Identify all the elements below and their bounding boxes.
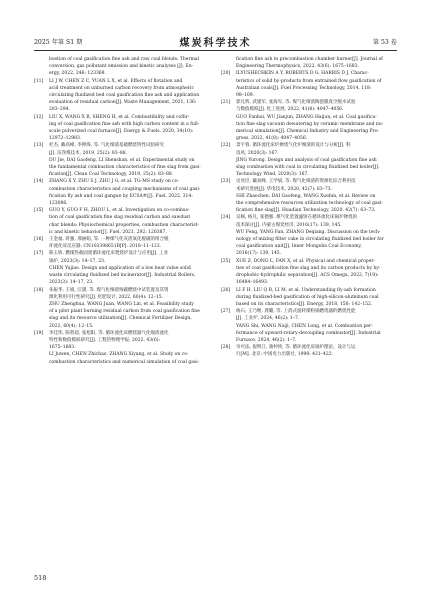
reference-line: nology of mixing filter cake in circulating fluidized bed boiler for	[236, 237, 384, 243]
reference-line: XUE Z, DONG L, FAN X, et al. Physical and chemical proper-	[236, 258, 376, 264]
reference-line: the comprehensive resources utilization technology of coal gasi-	[236, 201, 383, 207]
reference-line: 特性和数值模拟研究[J]. 工程热物理学报, 2022, 43(6):	[49, 337, 160, 343]
reference-line: LI Juwen, CHEN Zhichao, ZHANG Xiyang, et al. Study on co-	[49, 352, 189, 358]
reference-line: 朱振华, 王娟, 汪潇, 等. 煤气化细渣残碳燃烧中试装置及其资	[49, 287, 169, 293]
reference-text	[236, 287, 397, 309]
reference-entry	[34, 287, 210, 330]
reference-line: 123086.	[49, 201, 68, 207]
reference-line: WU Feng, YANG Fan, ZHANG Deqiang. Discussion on the tech-	[236, 229, 381, 235]
reference-line: LIU X, WANG X B, SHENG H, et al. Combustibility and coflir-	[49, 114, 190, 120]
volume-label: 第 53 卷	[372, 39, 397, 46]
reference-number: [18]	[34, 287, 44, 293]
reference-entry	[221, 99, 397, 142]
reference-entry	[221, 70, 397, 99]
running-header	[34, 36, 397, 48]
reference-text	[236, 308, 397, 344]
reference-line: ILYUSHECHKIN A Y, ROBERTS D G, HARRIS D J. Charac-	[236, 71, 369, 77]
reference-line: Furnace, 2024, 46(2): 1–7.	[236, 337, 297, 343]
reference-line: ic and kinetic behavior[J]. Fuel, 2021, 292: 120387.	[49, 229, 167, 235]
reference-number: [24]	[221, 215, 231, 221]
reference-text	[49, 78, 210, 114]
reference-entry	[34, 207, 210, 236]
reference-text	[49, 56, 210, 78]
reference-entry	[221, 258, 397, 287]
reference-number: [15]	[34, 208, 44, 214]
reference-text	[236, 344, 397, 358]
reference-line: ZHU Zhenghua, WANG Juan, WANG Lin, et al. Feasibility study	[49, 301, 194, 307]
reference-line: CHEN Yujiao. Design and application of a low heat value solid	[49, 265, 191, 271]
reference-text	[49, 250, 210, 286]
reference-entry	[221, 214, 397, 257]
reference-number: [21]	[221, 100, 231, 106]
reference-line: 源化利用可行性研究[J]. 化肥设计, 2022, 60(4): 12–15.	[49, 294, 164, 300]
reference-number: [13]	[34, 143, 44, 149]
reference-number: [11]	[34, 78, 44, 84]
reference-number: [16]	[34, 237, 44, 243]
reference-number: [14]	[34, 179, 44, 185]
reference-line: fication fine ash in precombustion chamber burner[J]. Journal of	[236, 57, 383, 62]
reference-entry	[34, 78, 210, 114]
reference-line: Australian coals[J]. Fuel Processing Technology, 2014, 118:	[236, 85, 372, 91]
reference-line: 12972–12983.	[49, 136, 82, 142]
reference-line: combustion characteristics and coupling mechanisms of coal gasi-	[49, 186, 201, 192]
reference-line: circulating fluidized bed coal gasification fine ash and application	[49, 93, 200, 99]
reference-line: 技术探讨[J]. 内蒙古煤炭经济, 2016(17): 139, 145.	[236, 222, 342, 228]
reference-entry	[221, 56, 397, 70]
reference-line: Technology Wind, 2020(3): 167.	[236, 172, 309, 178]
reference-entry	[34, 114, 210, 143]
reference-text	[49, 287, 210, 330]
reference-line: tion fine slag vacuum dewatering by ceramic membrane and nu-	[236, 121, 384, 127]
reference-line: SHI Zhaochen, DAI Gaofeng, WANG Xuebin, et al. Review on	[236, 193, 376, 199]
reference-text	[49, 142, 210, 178]
reference-line: combustion characteristics and numerical simulation of coal gasi-	[49, 359, 200, 365]
reference-line: ing of coal gasification fine ash with high carbon content in a full-	[49, 121, 200, 127]
reference-text	[236, 258, 397, 287]
reference-entry	[34, 330, 210, 366]
reference-line: 与数值模拟[J]. 化工进展, 2022, 41(8): 4047–4056.	[236, 107, 344, 113]
left-column	[34, 56, 210, 576]
reference-line: coal gasification unit[J]. Inner Mongolia Coal Economy,	[236, 244, 362, 250]
reference-line: 王金福, 蒋强, 邢丽娟, 等. 一种煤气化灰渣氧化脱碳的组合脱	[49, 237, 169, 243]
reference-text	[49, 178, 210, 207]
reference-line: fication[J]. Clean Coal Technology, 2019, 25(2): 83–88.	[49, 172, 174, 178]
reference-line: 郭凡辉, 武建军, 张海军, 等. 煤气化细渣陶瓷膜真空脱水试验	[236, 100, 356, 106]
reference-text	[49, 330, 210, 366]
reference-number: [28]	[221, 345, 231, 351]
reference-text	[236, 142, 397, 178]
issue-label: 2025 年第 S1 期	[34, 39, 83, 46]
reference-number: [17]	[34, 251, 44, 257]
reference-line: Engineering Thermophysics, 2022, 43(6): 1675–1683.	[236, 64, 359, 70]
reference-line: 术研究进展[J]. 华电技术, 2020, 42(7): 63–73.	[236, 186, 333, 192]
reference-line: evaluation of residual carbon[J]. Waste Management, 2021, 136:	[49, 100, 197, 106]
reference-entry	[34, 142, 210, 178]
reference-line: DU Jie, DAI Gaofeng, LI Shenshan, et al. Experimental study on	[49, 157, 195, 163]
reference-line: fication fine slag[J]. Huadian Technology, 2020, 42(7): 63–73.	[236, 208, 376, 214]
reference-line: drophobic-hydrophilic separation[J]. ACS Omega, 2022, 7(19):	[236, 273, 379, 279]
reference-line: [J]. 工业炉, 2024, 46(2): 1–7.	[236, 316, 300, 322]
reference-line: 2022, 60(4): 12–15.	[49, 323, 94, 329]
reference-line: formance of upward-rotary-decoupling combustor[J]. Industrial	[236, 330, 381, 336]
reference-line: bustion of coal gasification fine ash and raw coal blends: Thermal	[49, 57, 199, 62]
reference-line: 吴枫, 杨凡, 张德强. 煤气化装置滤饼在循环流化床锅炉掺烧的	[236, 215, 358, 221]
reference-line: ties of coal gasification fine slag and its carbon products by hy-	[236, 265, 381, 271]
reference-line: merical simulation[J]. Chemical Industry and Engineering Pro-	[236, 129, 379, 135]
reference-line: 李佳伟, 陈智超, 张旭阳, 等. 循环流化床燃烧器气化细渣流化	[49, 330, 169, 336]
reference-entry	[34, 56, 210, 78]
reference-line: slag combustion with coal in circulating fluidized bed boiler[J].	[236, 165, 380, 171]
journal-title: 煤炭科学技术	[179, 38, 252, 49]
reference-line: JING Yurong. Design and analysis of coal gasification fine ash	[236, 157, 377, 163]
reference-text	[236, 56, 397, 70]
reference-line: acid treatment on unburned carbon recovery from atmospheric	[49, 85, 194, 91]
reference-line: GUO Y, GUO F H, ZHOU L, et al. Investigation on co-combus-	[49, 208, 190, 214]
reference-number: [25]	[221, 258, 231, 264]
reference-number: [12]	[34, 114, 44, 120]
reference-number: [20]	[221, 71, 231, 77]
reference-line: 283–294.	[49, 107, 70, 113]
reference-line: 锅炉, 2023(3): 14–17, 23.	[49, 258, 106, 264]
reference-line: LI J W, CHEN Z C, YUAN L X, et al. Effects of flotation and	[49, 78, 183, 84]
reference-line: 2023(3): 14–17, 23.	[49, 280, 94, 286]
reference-line: 16484–16493.	[236, 280, 269, 286]
reference-entry	[34, 178, 210, 207]
reference-line: GUO Fanhui, WU Jianjun, ZHANG Haijun, et al. Coal gasifica-	[236, 114, 377, 120]
reference-line: 景宇蓉. 循环流化床炉掺烧气化炉细渣的设计与分析[J]. 科	[236, 143, 351, 149]
page-number: 518	[34, 574, 47, 582]
reference-entry	[34, 250, 210, 286]
reference-line: [J]. 洁净煤技术, 2019, 25(2): 83–88.	[49, 150, 128, 156]
reference-line: 技风, 2020(3): 167.	[236, 150, 279, 156]
right-column	[221, 56, 397, 576]
reference-line: based on its characteristics[J]. Energy, 2018, 150: 142–152.	[236, 301, 373, 307]
reference-number: [23]	[221, 179, 231, 185]
reference-line: 史亮臣, 戴高峰, 王学斌, 等. 煤气化细渣的资源化综合利用技	[236, 179, 356, 185]
reference-line: waste circulating fluidized bed incinerator[J]. Industrial Boilers,	[49, 273, 196, 279]
reference-text	[236, 178, 397, 214]
reference-number: [22]	[221, 143, 231, 149]
reference-line: YANG Shi, WANG Naiji, CHEN Long, et al. Combustion per-	[236, 323, 373, 329]
reference-line: teristics of solid by-products from entrained flow gasification of	[236, 78, 382, 84]
reference-line: 岑可法, 倪明江, 骆仲泱, 等. 循环流化床锅炉理论、设计与运	[236, 345, 356, 351]
reference-line: tion of coal gasification fine slag residual carbon and sawdust	[49, 215, 191, 221]
reference-line: 环流化床反应器: CN103398651B[P]. 2018–11–123.	[49, 244, 161, 250]
header-rule	[34, 50, 397, 51]
reference-line: scale pulverized coal furnace[J]. Energy & Fuels, 2020, 34(10):	[49, 129, 194, 135]
reference-line: 2016(17): 139, 145.	[236, 251, 282, 257]
reference-text	[49, 236, 210, 250]
reference-text	[236, 99, 397, 142]
reference-text	[236, 70, 397, 99]
reference-line: LI F H, LIU Q R, LI M, et al. Understanding fly-ash formation	[236, 287, 376, 293]
reference-line: of a pilot plant burning residual carbon from coal gasification fine	[49, 309, 200, 315]
reference-line: 98–109.	[236, 93, 254, 99]
reference-line: 行[M]. 北京: 中国电力出版社, 1998: 421–422.	[236, 352, 334, 358]
reference-entry	[221, 142, 397, 178]
reference-entry	[221, 287, 397, 309]
reference-line: 杨石, 王乃继, 龚璐, 等. 上消式旋转煤粉锅燃烧器的燃烧性能	[236, 309, 356, 315]
reference-line: slag and its resource utilization[J]. Chemical Fertilizer Design,	[49, 316, 192, 322]
reference-text	[49, 207, 210, 236]
reference-line: 1675–1683.	[49, 345, 76, 351]
reference-number: [26]	[221, 287, 231, 293]
reference-line: gress, 2022, 41(8): 4047–4056.	[236, 136, 308, 142]
reference-text	[236, 214, 397, 257]
reference-line: ergy, 2022, 246: 123368.	[49, 71, 106, 77]
reference-entry	[221, 178, 397, 214]
reference-entry	[221, 308, 397, 344]
reference-line: ZHANG X Y, ZHU S J, ZHU J G, et al. TG-MS study on co-	[49, 179, 180, 185]
reference-line: during fluidized-bed gasification of high-silicon-aluminum coal	[236, 294, 379, 300]
reference-line: conversion, gas pollutant emission and kinetic analyses [J]. En-	[49, 64, 194, 70]
reference-line: 陈玉娇. 燃煤热载固废循环流化床焚烧炉设计与应用[J]. 工业	[49, 251, 169, 257]
reference-number: [27]	[221, 309, 231, 315]
reference-text	[49, 114, 210, 143]
reference-line: char blends: Physiochemical properties, combustion characterist-	[49, 222, 200, 228]
reference-number: [19]	[34, 330, 44, 336]
reference-line: the fundamental combustion characteristics of fine slag from gasi-	[49, 165, 201, 171]
reference-entry	[34, 236, 210, 250]
reference-line: 杜杰, 戴高峰, 李伸海, 等. 气化细渣基础燃烧特性试验研究	[49, 143, 164, 149]
reference-line: fication fly ash and coal gangue by ECSA®[J]. Fuel, 2022, 314:	[49, 193, 193, 199]
reference-entry	[221, 344, 397, 358]
